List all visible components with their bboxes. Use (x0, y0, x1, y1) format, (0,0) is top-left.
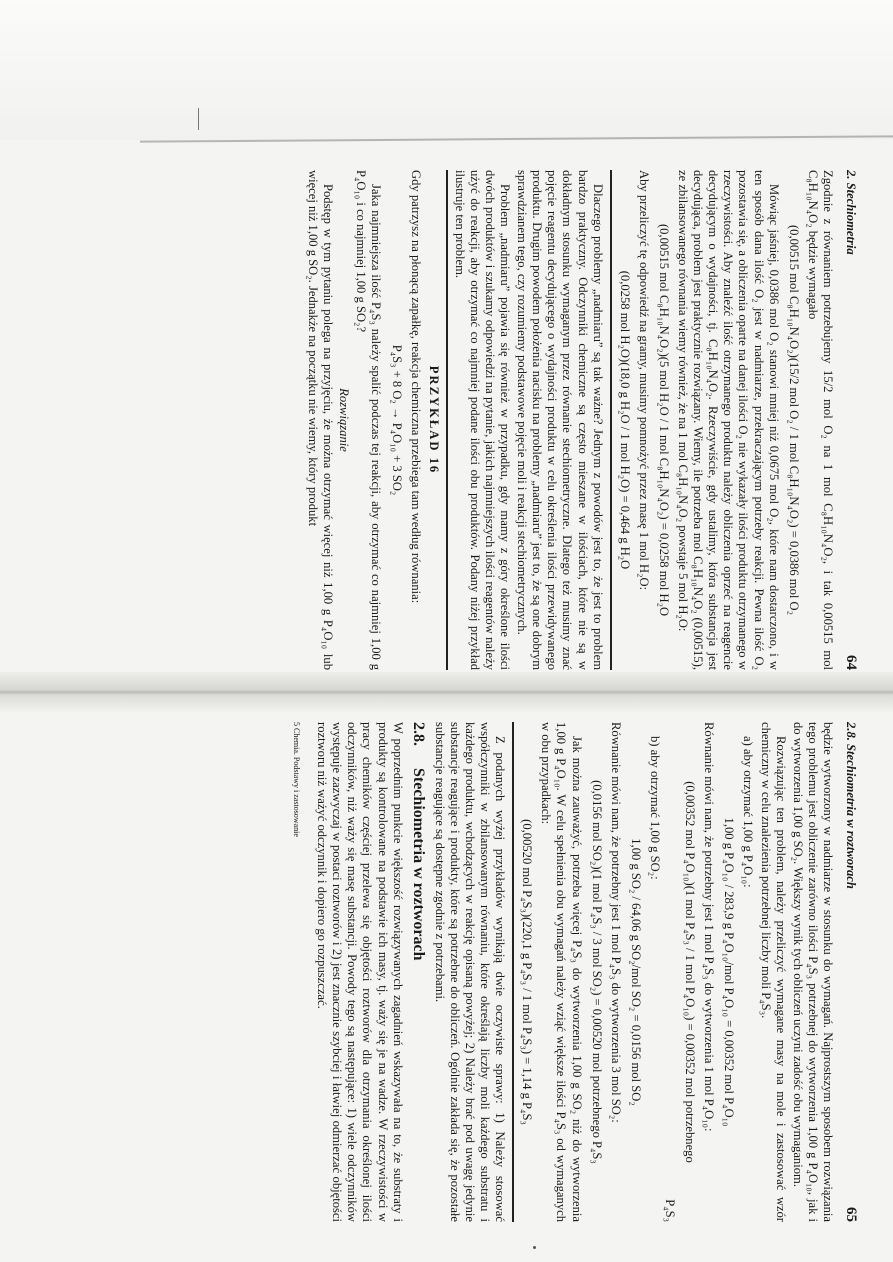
equation: (0,00520 mol P₄S₃)(220,1 g P₄S₃ / 1 mol P₄S₃) = 1,14 g P₄S₃ (520, 819, 535, 1125)
equation: (0,00352 mol P₄O₁₀)(1 mol P₄S₃ / 1 mol P₄O₁₀) = 0,00352 mol potrzebnego (683, 781, 698, 1163)
equation: (0,00515 mol C₈H₁₀N₄O₂)(15/2 mol O₂ / 1 mol C₈H₁₀N₄O₂) = 0,0386 mol O₂ (786, 224, 801, 616)
footnote: 5 Chemia. Podstawy i zastosowanie (292, 722, 302, 837)
page-64 (303, 170, 858, 670)
example-question: Jaka najmniejsza ilość P₄S₃ należy spalić podczas tej reakcji, aby otrzymać co najmniej 1,00 g P₄O₁₀ i co najmniej 1,00 g SO₂? (354, 170, 384, 670)
equation-tail: P₄S₃ (663, 1199, 678, 1222)
equation: (0,0258 mol H₂O)(18,0 g H₂O / 1 mol H₂O) = 0,464 g H₂O (617, 270, 632, 570)
case-a-label: a) aby otrzymać 1,00 g P₄O₁₀: (741, 736, 756, 888)
equation: 1,00 g P₄O₁₀ / 283,9 g P₄O₁₀/mol P₄O₁₀ = 0,00352 mol P₄O₁₀ (722, 817, 737, 1127)
paragraph: Mówiąc jaśniej, 0,0386 mol O₂ stanowi mniej niż 0,0675 mol O₂, które nam dostarczono, i w ten sposób dana ilość O₂ jest w nadmiarze, przekraczającym potrzeby reakcji. Pewna ilość O₂ pozostawia się, a obliczenia oparte na danej ilości O₂ nie wykazały ilości produktu otrzymanego w rzeczywistości. Aby znaleźć ilość otrzymanego produktu należy obliczenia oprzeć na reagencie decydującym o wydajności, tj. C₈H₁₀N₄O₂. Rzeczywiście, gdy ustalimy, która substancja jest decydująca, problem jest praktycznie rozwiązany. Wiemy, ile potrzeba mol C₈H₁₀N₄O₂ (0,00515), ze zbilansowanego równania wiemy również, że na 1 mol C₈H₁₀N₄O₂ powstaje 5 mol H₂O: (676, 170, 781, 670)
example-text: Gdy patrzysz na płonącą zapałkę, reakcja chemiczna przebiega tam według równania: (408, 170, 423, 604)
section-paragraph: W poprzednim punkcie większość rozwiązywanych zagadnień wskazywała na to, że substraty i produkty są kontrolowane na podstawie ich masy, tj. waży się je na wadze. W rzeczywistości w pracy chemików częściej przelewa się objętości roztworów dla otrzymania określonej ilości odczynników, niż waży się masę substancji. Powody tego są następujące: 1) wiele odczynników występuje zazwyczaj w postaci roztworów i 2) jest znacznie szybciej i łatwiej odmierzać objętości roztworu niż ważyć odczynnik i dopiero go rozpuszczać. (315, 722, 405, 1222)
section-number: 2.8. (409, 722, 427, 746)
example-equation: P₄S₃ + 8 O₂ → P₄O₁₀ + 3 SO₂ (389, 344, 404, 496)
paragraph: Aby przeliczyć tę odpowiedź na gramy, musimy pomnożyć przez masę 1 mol H₂O: (636, 170, 651, 591)
solution-label: Rozwiązanie (337, 388, 352, 452)
equation: (0,0156 mol SO₂)(1 mol P₄S₃ / 3 mol SO₂) = 0,00520 mol potrzebnego P₄S₃ (589, 780, 604, 1164)
paragraph: Dlaczego problemy „nadmiaru” są tak ważne? Jednym z powodów jest to, że jest to problem bardzo praktyczny. Odczynniki chemiczne są często mieszane w ilościach, które nie są w dokładnym stosunku wymaganym przez równanie stechiometryczne. Dlatego też musimy znać pojęcie reagentu decydującego o wydajności produktu w celu określenia ilości przewidywanego produktu. Drugim powodem położenia nacisku na problemy „nadmiaru” jest to, że są one dobrym sprawdzianem tego, czy rozumiemy podstawowe pojęcie moli i reakcji stechiometrycznych. (515, 170, 605, 670)
summary-paragraph: Z podanych wyżej przykładów wynikają dwie oczywiste sprawy: 1) Należy stosować współczynniki w zbilansowanym równaniu, które określają liczby moli każdego substratu i każdego produktu, wchodzących w reakcję opisaną powyżej; 2) Należy brać pod uwagę jedynie substancje reagujące i produkty, które są potrzebne do obliczeń. Ogólnie zakłada się, że pozostałe substancje reagujące są dostępne zgodnie z potrzebami. (432, 722, 508, 1222)
example-title: PRZYKŁAD 16 (426, 365, 441, 475)
scan-mark (198, 108, 199, 130)
paragraph: Rozwiązując ten problem, należy przeliczyć wymagane masy na mole i zastosować wzór chemiczny w celu znalezienia potrzebnej liczby moli P₄S₃. (758, 722, 788, 1222)
divider (512, 722, 514, 1222)
divider (610, 170, 612, 670)
paragraph: Jak można zauważyć, potrzeba więcej P₄S₃ do wytworzenia 1,00 g SO₂ niż do wytworzenia 1,00 g P₄O₁₀. W celu spełnienia obu wymagań należy wziąć większe ilości P₄S₃ od wymaganych w obu przypadkach: (539, 722, 584, 1222)
divider (446, 170, 448, 670)
paragraph: będzie wytworzony w nadmiarze w stosunku do wymagań. Najprostszym sposobem rozwiązania tego problemu jest obliczenie zarówno ilości P₄S₃ potrzebnej do wytworzenia 1,00 g P₄O₁₀, jak i do wytworzenia 1,00 g SO₂. Większy wynik tych obliczeń uczyni zadość obu wymaganiom. (790, 722, 835, 1222)
running-head-row (843, 722, 858, 1222)
section-heading (411, 722, 426, 1222)
section-title: Stechiometria w roztworach (409, 768, 427, 961)
solution-text: Podstęp w tym pytaniu polega na przyjęciu, że można otrzymać więcej niż 1,00 g P₄O₁₀ lub więcej niż 1,00 g SO₂. Jednakże na początku nie wiemy, który produkt (306, 170, 336, 670)
scan-speck (533, 1246, 536, 1249)
paragraph: Zgodnie z równaniem potrzebujemy 15/2 mol O₂ na 1 mol C₈H₁₀N₄O₂, i tak 0,00515 mol C₈H₁₀N₄O₂ będzie wymagało (805, 170, 835, 670)
page-number: 64 (843, 655, 859, 670)
paragraph: Problem „nadmiaru” pojawia się również w przypadku, gdy mamy z góry określone ilości dwóch produktów i szukamy odpowiedzi na pytanie, jakich najmniejszych ilości reagentów należy użyć do reakcji, aby otrzymać co najmniej podane ilości obu produktów. Podany niżej przykład ilustruje ten problem. (452, 170, 513, 670)
running-head-row (843, 170, 858, 670)
equation: (0,00515 mol C₈H₁₀N₄O₂)(5 mol H₂O / 1 mol C₈H₁₀N₄O₂) = 0,0258 mol H₂O (656, 223, 671, 617)
paragraph: Równanie mówi nam, że potrzebny jest 1 mol P₄S₃ do wytworzenia 1 mol P₄O₁₀: (702, 722, 717, 1132)
page-number: 65 (843, 1207, 859, 1222)
case-b-label: b) aby otrzymać 1,00 g SO₂: (647, 736, 662, 880)
paragraph: Równanie mówi nam, że potrzebny jest 1 mol P₄S₃ do wytworzenia 3 mol SO₂: (608, 722, 623, 1123)
running-head: 2.8. Stechiometria w roztworach (844, 722, 858, 889)
book-gutter (0, 672, 893, 712)
running-head: 2. Stechiometria (844, 170, 858, 255)
equation: 1,00 g SO₂ / 64,06 g SO₂/mol SO₂ = 0,0156 mol SO₂ (628, 838, 643, 1106)
page-65 (289, 722, 858, 1222)
scan-background (0, 0, 893, 140)
